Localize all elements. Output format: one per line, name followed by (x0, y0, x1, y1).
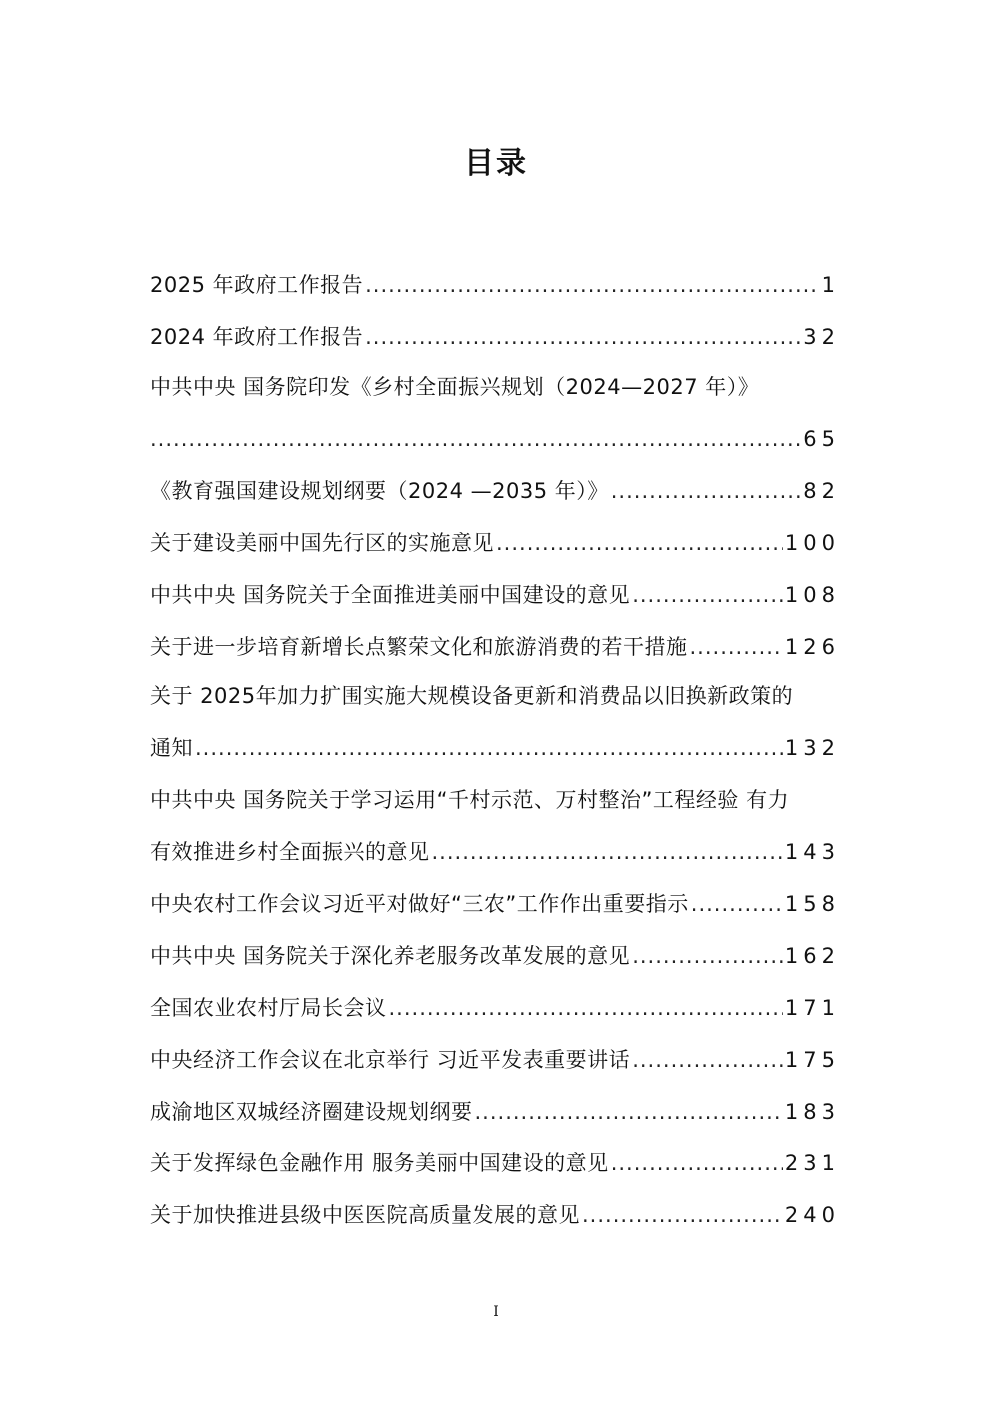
dot-leader (195, 733, 783, 763)
toc-entry-title: 中共中央 国务院印发《乡村全面振兴规划（2024—2027 年）》 (150, 375, 760, 399)
toc-entry-page: 32 (803, 325, 840, 349)
toc-entry-title: 关于发挥绿色金融作用 服务美丽中国建设的意见 (150, 1151, 609, 1175)
toc-entry-page: 240 (784, 1203, 840, 1227)
dot-leader (632, 1045, 783, 1075)
toc-entry-title: 全国农业农村厅局长会议 (150, 996, 387, 1020)
toc-entry-page: 162 (784, 944, 840, 968)
toc-entry[interactable] (150, 993, 840, 1023)
toc-entry-page: 183 (784, 1100, 840, 1124)
toc-entry[interactable] (150, 941, 840, 971)
dot-leader (611, 476, 802, 506)
dot-leader (150, 424, 801, 454)
toc-entry-page: 100 (784, 531, 840, 555)
toc-entry-page: 231 (784, 1151, 840, 1175)
dot-leader (496, 528, 783, 558)
toc-entry-title: 中共中央 国务院关于学习运用“千村示范、万村整治”工程经验 有力 (150, 788, 790, 812)
toc-entry-title-cont: 通知 (150, 736, 193, 760)
toc-entry-title: 2024 年政府工作报告 (150, 325, 364, 349)
dot-leader (691, 889, 783, 919)
page-title: 目录 (464, 146, 528, 182)
toc-entry-page: 158 (784, 892, 840, 916)
dot-leader (475, 1097, 783, 1127)
toc-entry[interactable] (150, 681, 840, 763)
dot-leader (582, 1200, 783, 1230)
toc-entry-title-cont: 有效推进乡村全面振兴的意见 (150, 840, 430, 864)
toc-entry[interactable] (150, 372, 840, 454)
toc-entry-page: 1 (821, 273, 840, 297)
dot-leader (690, 632, 783, 662)
toc-entry-title: 关于 2025年加力扩围实施大规模设备更新和消费品以旧换新政策的 (150, 684, 794, 708)
toc-entry[interactable] (150, 528, 840, 558)
toc-entry[interactable] (150, 889, 840, 919)
toc-entry[interactable] (150, 322, 840, 352)
toc-entry-page: 143 (784, 840, 840, 864)
toc-entry[interactable] (150, 270, 840, 300)
toc-entry-title: 关于加快推进县级中医医院高质量发展的意见 (150, 1203, 580, 1227)
toc-entry-title: 中央经济工作会议在北京举行 习近平发表重要讲话 (150, 1048, 631, 1072)
dot-leader (365, 270, 820, 300)
dot-leader (611, 1148, 783, 1178)
dot-leader (365, 322, 801, 352)
toc-entry-title: 中央农村工作会议习近平对做好“三农”工作作出重要指示 (150, 892, 689, 916)
toc-entry-page: 65 (803, 427, 840, 451)
toc-entry[interactable] (150, 1148, 840, 1178)
dot-leader (632, 580, 783, 610)
dot-leader (632, 941, 783, 971)
toc-entry-page: 82 (803, 479, 840, 503)
toc-entry-page: 108 (784, 583, 840, 607)
toc-entry[interactable] (150, 1200, 840, 1230)
toc-entry[interactable] (150, 785, 840, 867)
toc-entry-title: 中共中央 国务院关于深化养老服务改革发展的意见 (150, 944, 631, 968)
toc-entry-title: 中共中央 国务院关于全面推进美丽中国建设的意见 (150, 583, 631, 607)
toc-entry-page: 175 (784, 1048, 840, 1072)
toc-entry-title: 2025 年政府工作报告 (150, 273, 364, 297)
dot-leader (389, 993, 783, 1023)
toc-entry-title: 关于进一步培育新增长点繁荣文化和旅游消费的若干措施 (150, 635, 688, 659)
toc-entry-page: 171 (784, 996, 840, 1020)
toc-entry[interactable] (150, 476, 840, 506)
toc-entry-title: 《教育强国建设规划纲要（2024 —2035 年）》 (150, 479, 609, 503)
toc-entry-page: 126 (784, 635, 840, 659)
toc-entry[interactable] (150, 1045, 840, 1075)
toc-entry[interactable] (150, 580, 840, 610)
page-number: I (493, 1304, 499, 1320)
dot-leader (432, 837, 783, 867)
toc-entry-title: 成渝地区双城经济圈建设规划纲要 (150, 1100, 473, 1124)
toc-entry[interactable] (150, 632, 840, 662)
toc-entry[interactable] (150, 1097, 840, 1127)
toc-entry-title: 关于建设美丽中国先行区的实施意见 (150, 531, 494, 555)
toc-entry-page: 132 (784, 736, 840, 760)
